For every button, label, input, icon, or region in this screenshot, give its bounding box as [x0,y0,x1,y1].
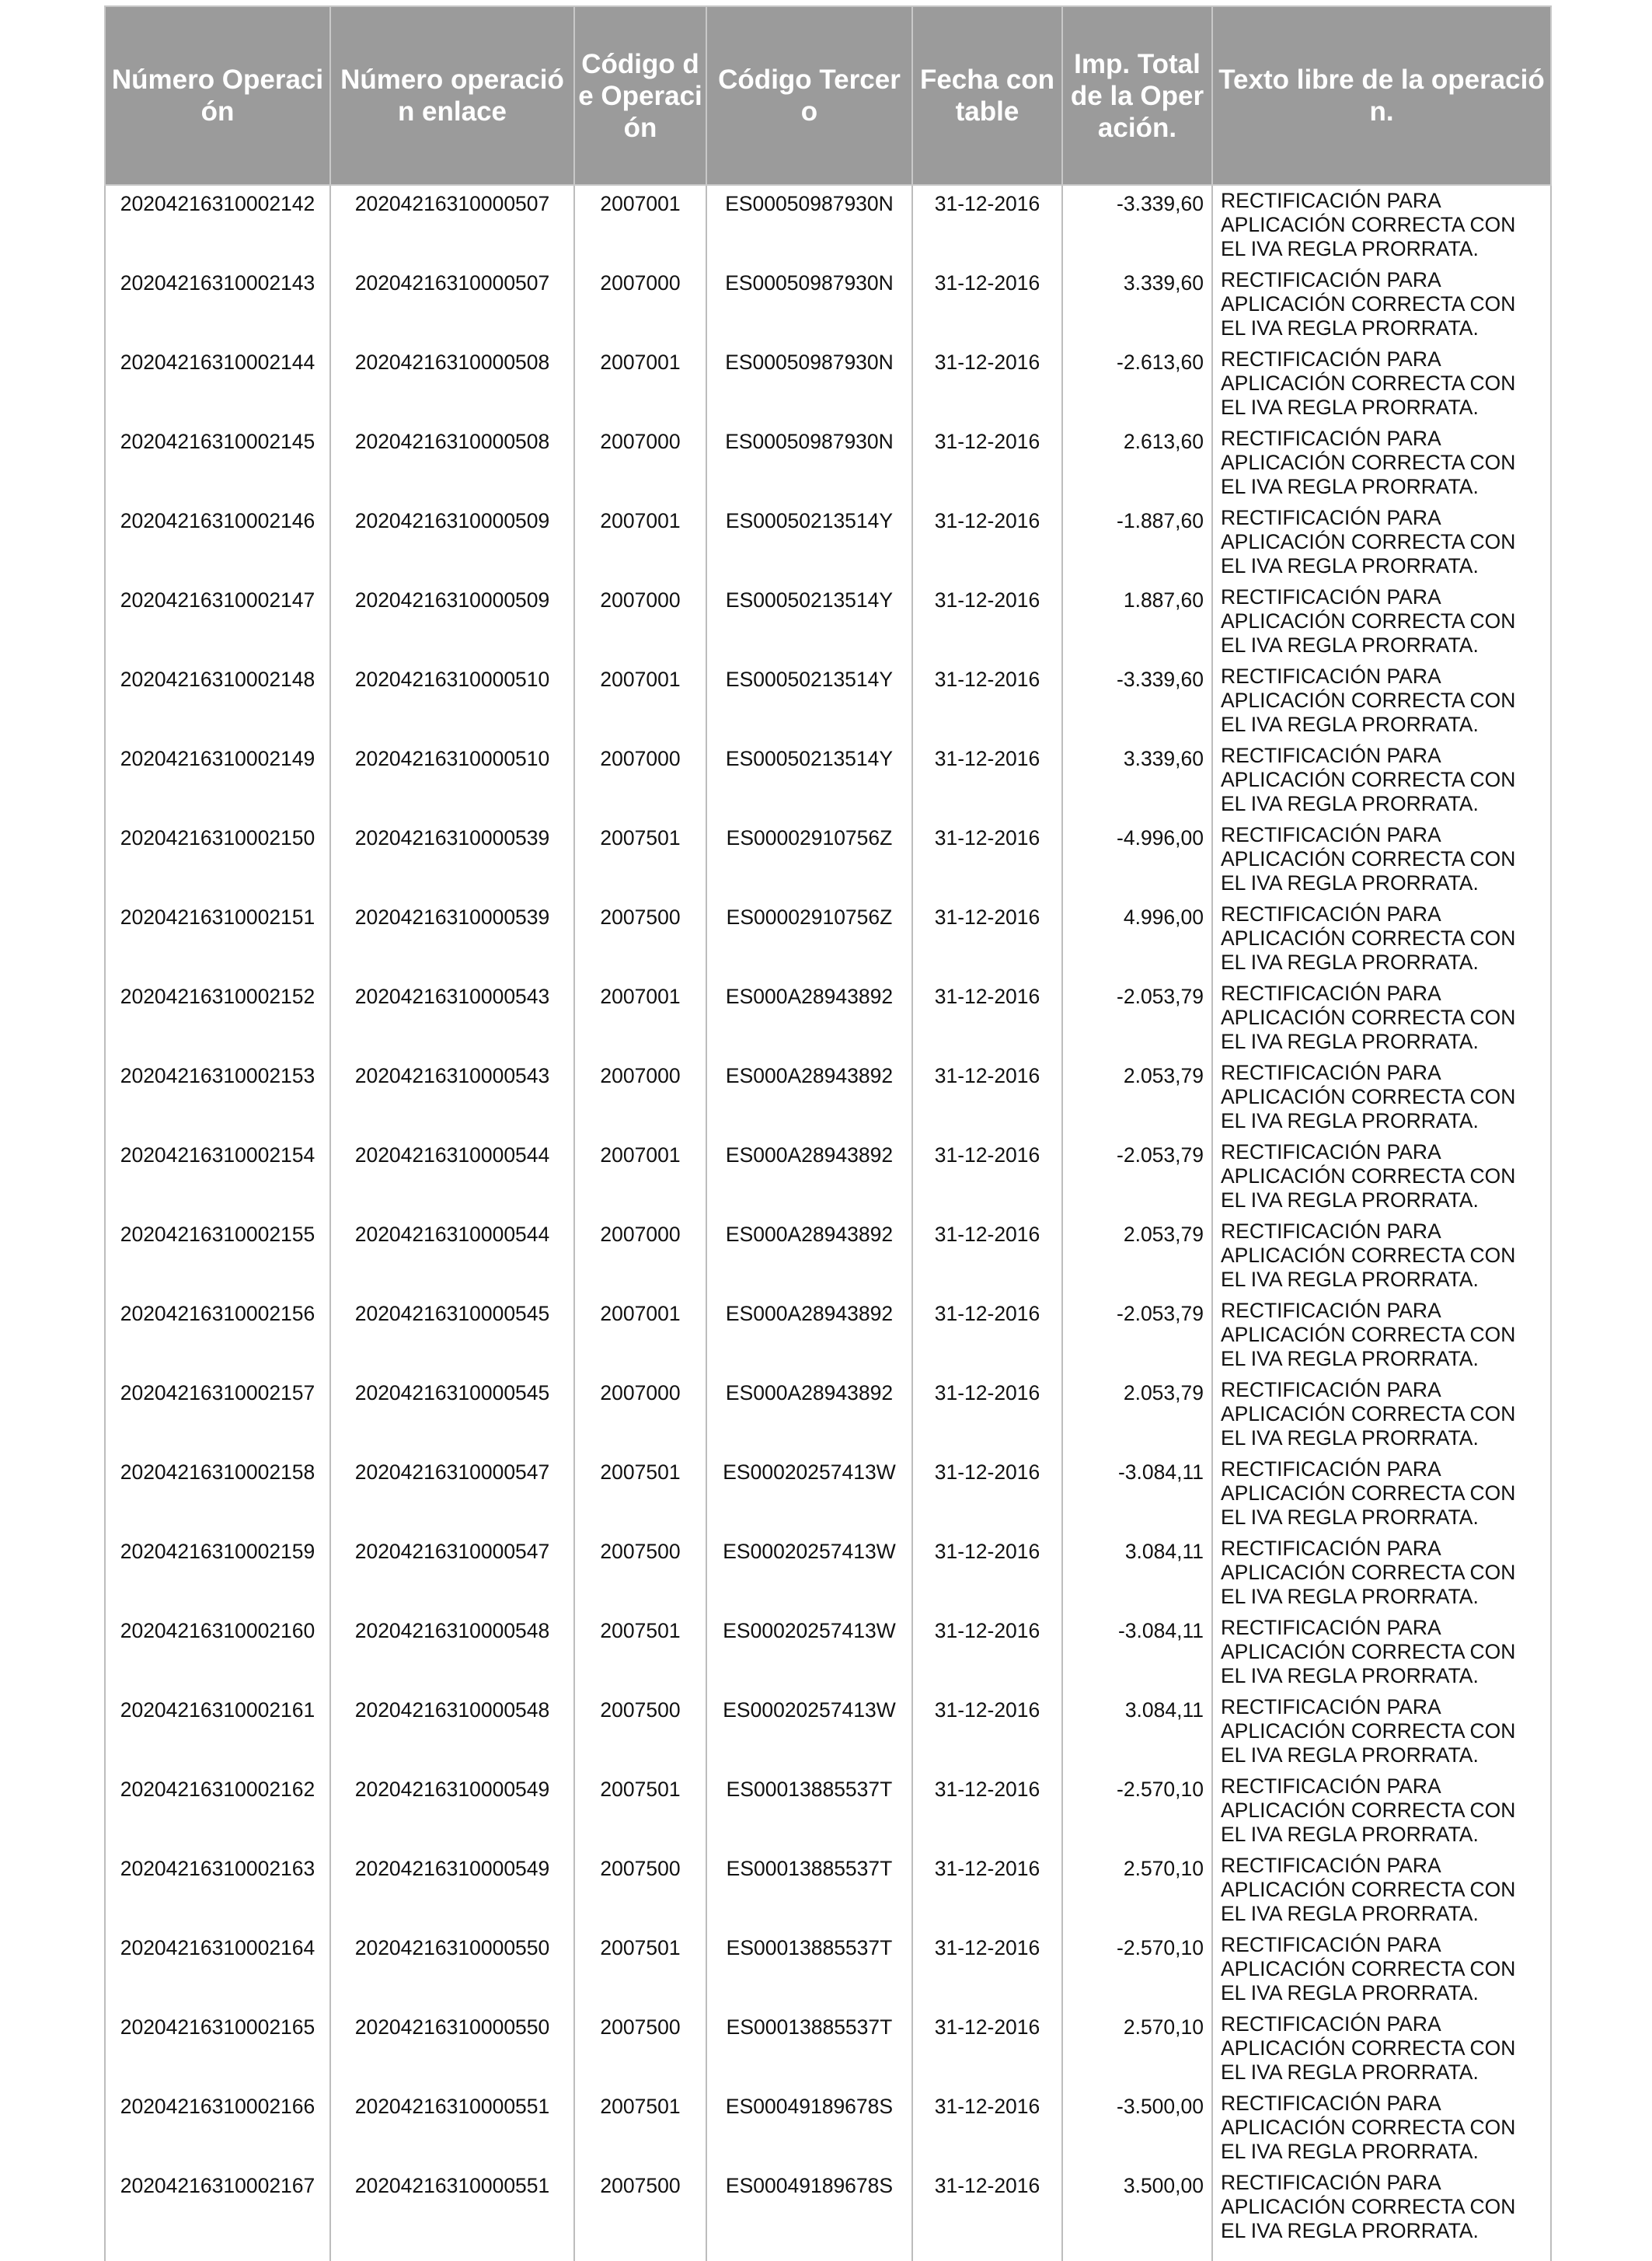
numero-enlace-cell: 20204216310000508 [330,424,574,503]
fecha-contable-cell: 31-12-2016 [912,1454,1062,1534]
table-row [105,1534,1551,1613]
codigo-operacion-cell: 2007500 [574,1692,706,1771]
header-codigo-tercero: Código Tercero [706,6,912,185]
codigo-operacion-cell: 2007501 [574,820,706,899]
table-row [105,1058,1551,1137]
numero-operacion-cell: 20204216310002162 [105,1771,330,1851]
texto-libre-cell: RECTIFICACIÓN PARA APLICACIÓN CORRECTA CON EL IVA REGLA PRORRATA. [1212,1296,1551,1375]
numero-operacion-cell: 20204216310002147 [105,582,330,661]
codigo-operacion-cell: 2007500 [574,899,706,979]
texto-libre-cell: RECTIFICACIÓN PARA APLICACIÓN CORRECTA CON EL IVA REGLA PRORRATA. [1212,1613,1551,1692]
numero-operacion-cell: 20204216310002158 [105,1454,330,1534]
importe-cell: -2.570,10 [1062,1771,1212,1851]
fecha-contable-cell: 31-12-2016 [912,2009,1062,2088]
table-row [105,424,1551,503]
numero-operacion-cell: 20204216310002167 [105,2168,330,2261]
codigo-tercero-cell: ES000A28943892 [706,1375,912,1454]
codigo-operacion-cell: 2007501 [574,1613,706,1692]
codigo-operacion-cell: 2007500 [574,1851,706,1930]
texto-libre-cell: RECTIFICACIÓN PARA APLICACIÓN CORRECTA CON EL IVA REGLA PRORRATA. [1212,1058,1551,1137]
numero-operacion-cell: 20204216310002152 [105,979,330,1058]
table-row [105,265,1551,344]
codigo-tercero-cell: ES00050987930N [706,265,912,344]
fecha-contable-cell: 31-12-2016 [912,1137,1062,1216]
importe-cell: 1.887,60 [1062,582,1212,661]
table-row [105,2168,1551,2261]
numero-enlace-cell: 20204216310000507 [330,265,574,344]
fecha-contable-cell: 31-12-2016 [912,2168,1062,2261]
numero-operacion-cell: 20204216310002145 [105,424,330,503]
codigo-tercero-cell: ES000A28943892 [706,1296,912,1375]
fecha-contable-cell: 31-12-2016 [912,1534,1062,1613]
numero-operacion-cell: 20204216310002149 [105,741,330,820]
codigo-operacion-cell: 2007000 [574,741,706,820]
numero-enlace-cell: 20204216310000539 [330,820,574,899]
importe-cell: -3.084,11 [1062,1613,1212,1692]
numero-enlace-cell: 20204216310000543 [330,979,574,1058]
texto-libre-cell: RECTIFICACIÓN PARA APLICACIÓN CORRECTA CON EL IVA REGLA PRORRATA. [1212,979,1551,1058]
texto-libre-cell: RECTIFICACIÓN PARA APLICACIÓN CORRECTA CON EL IVA REGLA PRORRATA. [1212,1851,1551,1930]
numero-operacion-cell: 20204216310002146 [105,503,330,582]
numero-enlace-cell: 20204216310000545 [330,1375,574,1454]
importe-cell: 2.570,10 [1062,2009,1212,2088]
numero-enlace-cell: 20204216310000551 [330,2168,574,2261]
texto-libre-cell: RECTIFICACIÓN PARA APLICACIÓN CORRECTA CON EL IVA REGLA PRORRATA. [1212,2168,1551,2261]
texto-libre-cell: RECTIFICACIÓN PARA APLICACIÓN CORRECTA CON EL IVA REGLA PRORRATA. [1212,1137,1551,1216]
numero-enlace-cell: 20204216310000549 [330,1851,574,1930]
numero-enlace-cell: 20204216310000550 [330,2009,574,2088]
texto-libre-cell: RECTIFICACIÓN PARA APLICACIÓN CORRECTA CON EL IVA REGLA PRORRATA. [1212,582,1551,661]
numero-operacion-cell: 20204216310002164 [105,1930,330,2009]
texto-libre-cell: RECTIFICACIÓN PARA APLICACIÓN CORRECTA CON EL IVA REGLA PRORRATA. [1212,661,1551,741]
header-fecha-contable: Fecha contable [912,6,1062,185]
operations-table [104,5,1552,2261]
importe-cell: 4.996,00 [1062,899,1212,979]
importe-cell: -4.996,00 [1062,820,1212,899]
importe-cell: -3.339,60 [1062,661,1212,741]
texto-libre-cell: RECTIFICACIÓN PARA APLICACIÓN CORRECTA CON EL IVA REGLA PRORRATA. [1212,1375,1551,1454]
table-row [105,2009,1551,2088]
codigo-operacion-cell: 2007001 [574,185,706,265]
numero-operacion-cell: 20204216310002155 [105,1216,330,1296]
table-row [105,1375,1551,1454]
codigo-operacion-cell: 2007001 [574,344,706,424]
codigo-operacion-cell: 2007000 [574,1058,706,1137]
fecha-contable-cell: 31-12-2016 [912,1613,1062,1692]
codigo-operacion-cell: 2007501 [574,1930,706,2009]
numero-operacion-cell: 20204216310002160 [105,1613,330,1692]
codigo-tercero-cell: ES00002910756Z [706,899,912,979]
numero-operacion-cell: 20204216310002150 [105,820,330,899]
numero-enlace-cell: 20204216310000510 [330,741,574,820]
numero-operacion-cell: 20204216310002161 [105,1692,330,1771]
codigo-tercero-cell: ES00050213514Y [706,661,912,741]
numero-operacion-cell: 20204216310002143 [105,265,330,344]
table-row [105,1851,1551,1930]
table-row [105,741,1551,820]
codigo-tercero-cell: ES00013885537T [706,1851,912,1930]
codigo-tercero-cell: ES00049189678S [706,2168,912,2261]
texto-libre-cell: RECTIFICACIÓN PARA APLICACIÓN CORRECTA CON EL IVA REGLA PRORRATA. [1212,1216,1551,1296]
codigo-operacion-cell: 2007500 [574,1534,706,1613]
codigo-tercero-cell: ES000A28943892 [706,1058,912,1137]
texto-libre-cell: RECTIFICACIÓN PARA APLICACIÓN CORRECTA CON EL IVA REGLA PRORRATA. [1212,820,1551,899]
numero-enlace-cell: 20204216310000509 [330,582,574,661]
codigo-tercero-cell: ES00020257413W [706,1613,912,1692]
header-importe-total: Imp. Total de la Operación. [1062,6,1212,185]
texto-libre-cell: RECTIFICACIÓN PARA APLICACIÓN CORRECTA CON EL IVA REGLA PRORRATA. [1212,265,1551,344]
importe-cell: -2.053,79 [1062,1137,1212,1216]
numero-enlace-cell: 20204216310000547 [330,1534,574,1613]
codigo-operacion-cell: 2007000 [574,265,706,344]
numero-operacion-cell: 20204216310002165 [105,2009,330,2088]
codigo-tercero-cell: ES000A28943892 [706,1216,912,1296]
codigo-tercero-cell: ES00013885537T [706,1771,912,1851]
table-row [105,899,1551,979]
numero-enlace-cell: 20204216310000549 [330,1771,574,1851]
codigo-tercero-cell: ES000A28943892 [706,1137,912,1216]
texto-libre-cell: RECTIFICACIÓN PARA APLICACIÓN CORRECTA CON EL IVA REGLA PRORRATA. [1212,424,1551,503]
codigo-operacion-cell: 2007501 [574,2088,706,2168]
codigo-operacion-cell: 2007501 [574,1454,706,1534]
importe-cell: 3.084,11 [1062,1534,1212,1613]
codigo-tercero-cell: ES00020257413W [706,1692,912,1771]
texto-libre-cell: RECTIFICACIÓN PARA APLICACIÓN CORRECTA CON EL IVA REGLA PRORRATA. [1212,503,1551,582]
codigo-operacion-cell: 2007500 [574,2168,706,2261]
texto-libre-cell: RECTIFICACIÓN PARA APLICACIÓN CORRECTA CON EL IVA REGLA PRORRATA. [1212,741,1551,820]
numero-enlace-cell: 20204216310000507 [330,185,574,265]
fecha-contable-cell: 31-12-2016 [912,1692,1062,1771]
table-row [105,185,1551,265]
fecha-contable-cell: 31-12-2016 [912,424,1062,503]
fecha-contable-cell: 31-12-2016 [912,265,1062,344]
texto-libre-cell: RECTIFICACIÓN PARA APLICACIÓN CORRECTA CON EL IVA REGLA PRORRATA. [1212,1930,1551,2009]
codigo-operacion-cell: 2007000 [574,424,706,503]
table-row [105,1613,1551,1692]
codigo-operacion-cell: 2007001 [574,1296,706,1375]
codigo-operacion-cell: 2007501 [574,1771,706,1851]
numero-enlace-cell: 20204216310000550 [330,1930,574,2009]
texto-libre-cell: RECTIFICACIÓN PARA APLICACIÓN CORRECTA CON EL IVA REGLA PRORRATA. [1212,2009,1551,2088]
fecha-contable-cell: 31-12-2016 [912,582,1062,661]
codigo-tercero-cell: ES00050213514Y [706,741,912,820]
importe-cell: -2.053,79 [1062,1296,1212,1375]
table-row [105,1454,1551,1534]
texto-libre-cell: RECTIFICACIÓN PARA APLICACIÓN CORRECTA CON EL IVA REGLA PRORRATA. [1212,2088,1551,2168]
fecha-contable-cell: 31-12-2016 [912,2088,1062,2168]
importe-cell: 2.613,60 [1062,424,1212,503]
table-row [105,1930,1551,2009]
codigo-operacion-cell: 2007001 [574,503,706,582]
table-header-row [105,6,1551,185]
table-row [105,1771,1551,1851]
header-numero-operacion: Número Operación [105,6,330,185]
codigo-operacion-cell: 2007001 [574,979,706,1058]
importe-cell: 2.053,79 [1062,1216,1212,1296]
codigo-operacion-cell: 2007000 [574,1375,706,1454]
fecha-contable-cell: 31-12-2016 [912,1771,1062,1851]
importe-cell: -2.570,10 [1062,1930,1212,2009]
codigo-tercero-cell: ES00020257413W [706,1454,912,1534]
numero-operacion-cell: 20204216310002159 [105,1534,330,1613]
fecha-contable-cell: 31-12-2016 [912,1375,1062,1454]
numero-operacion-cell: 20204216310002144 [105,344,330,424]
texto-libre-cell: RECTIFICACIÓN PARA APLICACIÓN CORRECTA CON EL IVA REGLA PRORRATA. [1212,899,1551,979]
codigo-tercero-cell: ES00013885537T [706,2009,912,2088]
table-row [105,820,1551,899]
texto-libre-cell: RECTIFICACIÓN PARA APLICACIÓN CORRECTA CON EL IVA REGLA PRORRATA. [1212,1454,1551,1534]
fecha-contable-cell: 31-12-2016 [912,979,1062,1058]
codigo-tercero-cell: ES00049189678S [706,2088,912,2168]
table-row [105,1216,1551,1296]
numero-enlace-cell: 20204216310000543 [330,1058,574,1137]
fecha-contable-cell: 31-12-2016 [912,344,1062,424]
fecha-contable-cell: 31-12-2016 [912,185,1062,265]
importe-cell: -3.339,60 [1062,185,1212,265]
importe-cell: -1.887,60 [1062,503,1212,582]
fecha-contable-cell: 31-12-2016 [912,1851,1062,1930]
importe-cell: 3.339,60 [1062,741,1212,820]
codigo-tercero-cell: ES00050987930N [706,344,912,424]
codigo-tercero-cell: ES000A28943892 [706,979,912,1058]
numero-enlace-cell: 20204216310000548 [330,1613,574,1692]
importe-cell: 2.053,79 [1062,1375,1212,1454]
header-numero-enlace: Número operación enlace [330,6,574,185]
importe-cell: 3.500,00 [1062,2168,1212,2261]
fecha-contable-cell: 31-12-2016 [912,899,1062,979]
numero-enlace-cell: 20204216310000551 [330,2088,574,2168]
numero-operacion-cell: 20204216310002153 [105,1058,330,1137]
codigo-operacion-cell: 2007001 [574,661,706,741]
codigo-tercero-cell: ES00020257413W [706,1534,912,1613]
table-row [105,661,1551,741]
table-row [105,503,1551,582]
numero-operacion-cell: 20204216310002148 [105,661,330,741]
fecha-contable-cell: 31-12-2016 [912,503,1062,582]
codigo-tercero-cell: ES00050987930N [706,424,912,503]
table-row [105,979,1551,1058]
importe-cell: -2.053,79 [1062,979,1212,1058]
numero-operacion-cell: 20204216310002156 [105,1296,330,1375]
numero-enlace-cell: 20204216310000509 [330,503,574,582]
fecha-contable-cell: 31-12-2016 [912,741,1062,820]
numero-enlace-cell: 20204216310000539 [330,899,574,979]
table-row [105,1296,1551,1375]
importe-cell: -2.613,60 [1062,344,1212,424]
texto-libre-cell: RECTIFICACIÓN PARA APLICACIÓN CORRECTA CON EL IVA REGLA PRORRATA. [1212,1534,1551,1613]
header-codigo-operacion: Código de Operación [574,6,706,185]
importe-cell: 3.339,60 [1062,265,1212,344]
codigo-tercero-cell: ES00013885537T [706,1930,912,2009]
table-body [105,185,1551,2261]
importe-cell: 2.053,79 [1062,1058,1212,1137]
importe-cell: -3.084,11 [1062,1454,1212,1534]
codigo-operacion-cell: 2007000 [574,582,706,661]
numero-enlace-cell: 20204216310000544 [330,1216,574,1296]
fecha-contable-cell: 31-12-2016 [912,1930,1062,2009]
table-row [105,2088,1551,2168]
codigo-operacion-cell: 2007500 [574,2009,706,2088]
table-row [105,1692,1551,1771]
fecha-contable-cell: 31-12-2016 [912,661,1062,741]
texto-libre-cell: RECTIFICACIÓN PARA APLICACIÓN CORRECTA CON EL IVA REGLA PRORRATA. [1212,1771,1551,1851]
numero-operacion-cell: 20204216310002163 [105,1851,330,1930]
fecha-contable-cell: 31-12-2016 [912,1058,1062,1137]
numero-enlace-cell: 20204216310000548 [330,1692,574,1771]
header-texto-libre: Texto libre de la operación. [1212,6,1551,185]
texto-libre-cell: RECTIFICACIÓN PARA APLICACIÓN CORRECTA CON EL IVA REGLA PRORRATA. [1212,185,1551,265]
codigo-tercero-cell: ES00050213514Y [706,503,912,582]
table-row [105,582,1551,661]
numero-enlace-cell: 20204216310000547 [330,1454,574,1534]
fecha-contable-cell: 31-12-2016 [912,1216,1062,1296]
numero-operacion-cell: 20204216310002151 [105,899,330,979]
codigo-operacion-cell: 2007001 [574,1137,706,1216]
fecha-contable-cell: 31-12-2016 [912,820,1062,899]
texto-libre-cell: RECTIFICACIÓN PARA APLICACIÓN CORRECTA CON EL IVA REGLA PRORRATA. [1212,344,1551,424]
numero-operacion-cell: 20204216310002157 [105,1375,330,1454]
numero-operacion-cell: 20204216310002166 [105,2088,330,2168]
codigo-tercero-cell: ES00050213514Y [706,582,912,661]
numero-enlace-cell: 20204216310000545 [330,1296,574,1375]
codigo-operacion-cell: 2007000 [574,1216,706,1296]
codigo-tercero-cell: ES00050987930N [706,185,912,265]
numero-enlace-cell: 20204216310000510 [330,661,574,741]
numero-operacion-cell: 20204216310002142 [105,185,330,265]
numero-enlace-cell: 20204216310000508 [330,344,574,424]
importe-cell: -3.500,00 [1062,2088,1212,2168]
codigo-tercero-cell: ES00002910756Z [706,820,912,899]
numero-operacion-cell: 20204216310002154 [105,1137,330,1216]
importe-cell: 3.084,11 [1062,1692,1212,1771]
fecha-contable-cell: 31-12-2016 [912,1296,1062,1375]
numero-enlace-cell: 20204216310000544 [330,1137,574,1216]
importe-cell: 2.570,10 [1062,1851,1212,1930]
table-row [105,1137,1551,1216]
table-row [105,344,1551,424]
texto-libre-cell: RECTIFICACIÓN PARA APLICACIÓN CORRECTA CON EL IVA REGLA PRORRATA. [1212,1692,1551,1771]
